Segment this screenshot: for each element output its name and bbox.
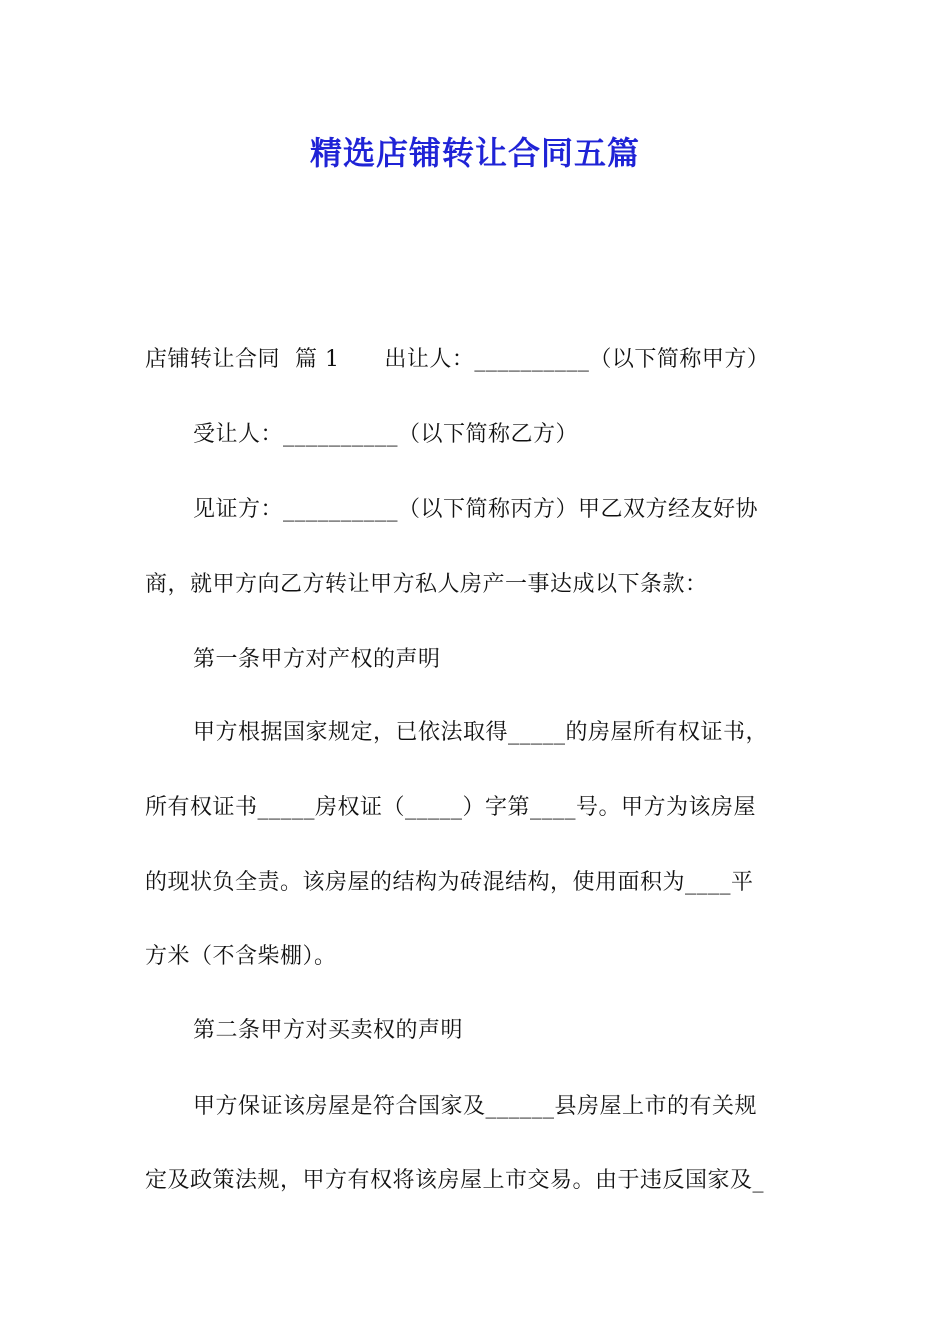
paragraph-line-sale-right-1: 甲方保证该房屋是符合国家及______县房屋上市的有关规: [193, 1094, 758, 1119]
paragraph-line-ownership-1: 甲方根据国家规定，已依法取得_____的房屋所有权证书，: [193, 720, 769, 745]
paragraph-line-ownership-2: 所有权证书_____房权证（_____）字第____号。甲方为该房屋: [145, 795, 757, 820]
document-title: 精选店铺转让合同五篇: [309, 134, 640, 172]
article-heading-1: 第一条甲方对产权的声明: [193, 647, 441, 672]
paragraph-line-ownership-4: 方米（不含柴棚）。: [145, 944, 337, 969]
paragraph-line-witness: 见证方：__________（以下简称丙方）甲乙双方经友好协: [193, 497, 759, 522]
article-heading-2: 第二条甲方对买卖权的声明: [193, 1018, 464, 1043]
paragraph-line-ownership-3: 的现状负全责。该房屋的结构为砖混结构，使用面积为____平: [145, 870, 754, 895]
paragraph-line-agreement: 商，就甲方向乙方转让甲方私人房产一事达成以下条款：: [145, 572, 708, 597]
paragraph-line-parties-seller: 店铺转让合同 篇 1 出让人：__________（以下简称甲方）: [145, 347, 770, 372]
paragraph-line-sale-right-2: 定及政策法规，甲方有权将该房屋上市交易。由于违反国家及_: [145, 1168, 765, 1193]
paragraph-line-buyer: 受让人：__________（以下简称乙方）: [193, 422, 579, 447]
